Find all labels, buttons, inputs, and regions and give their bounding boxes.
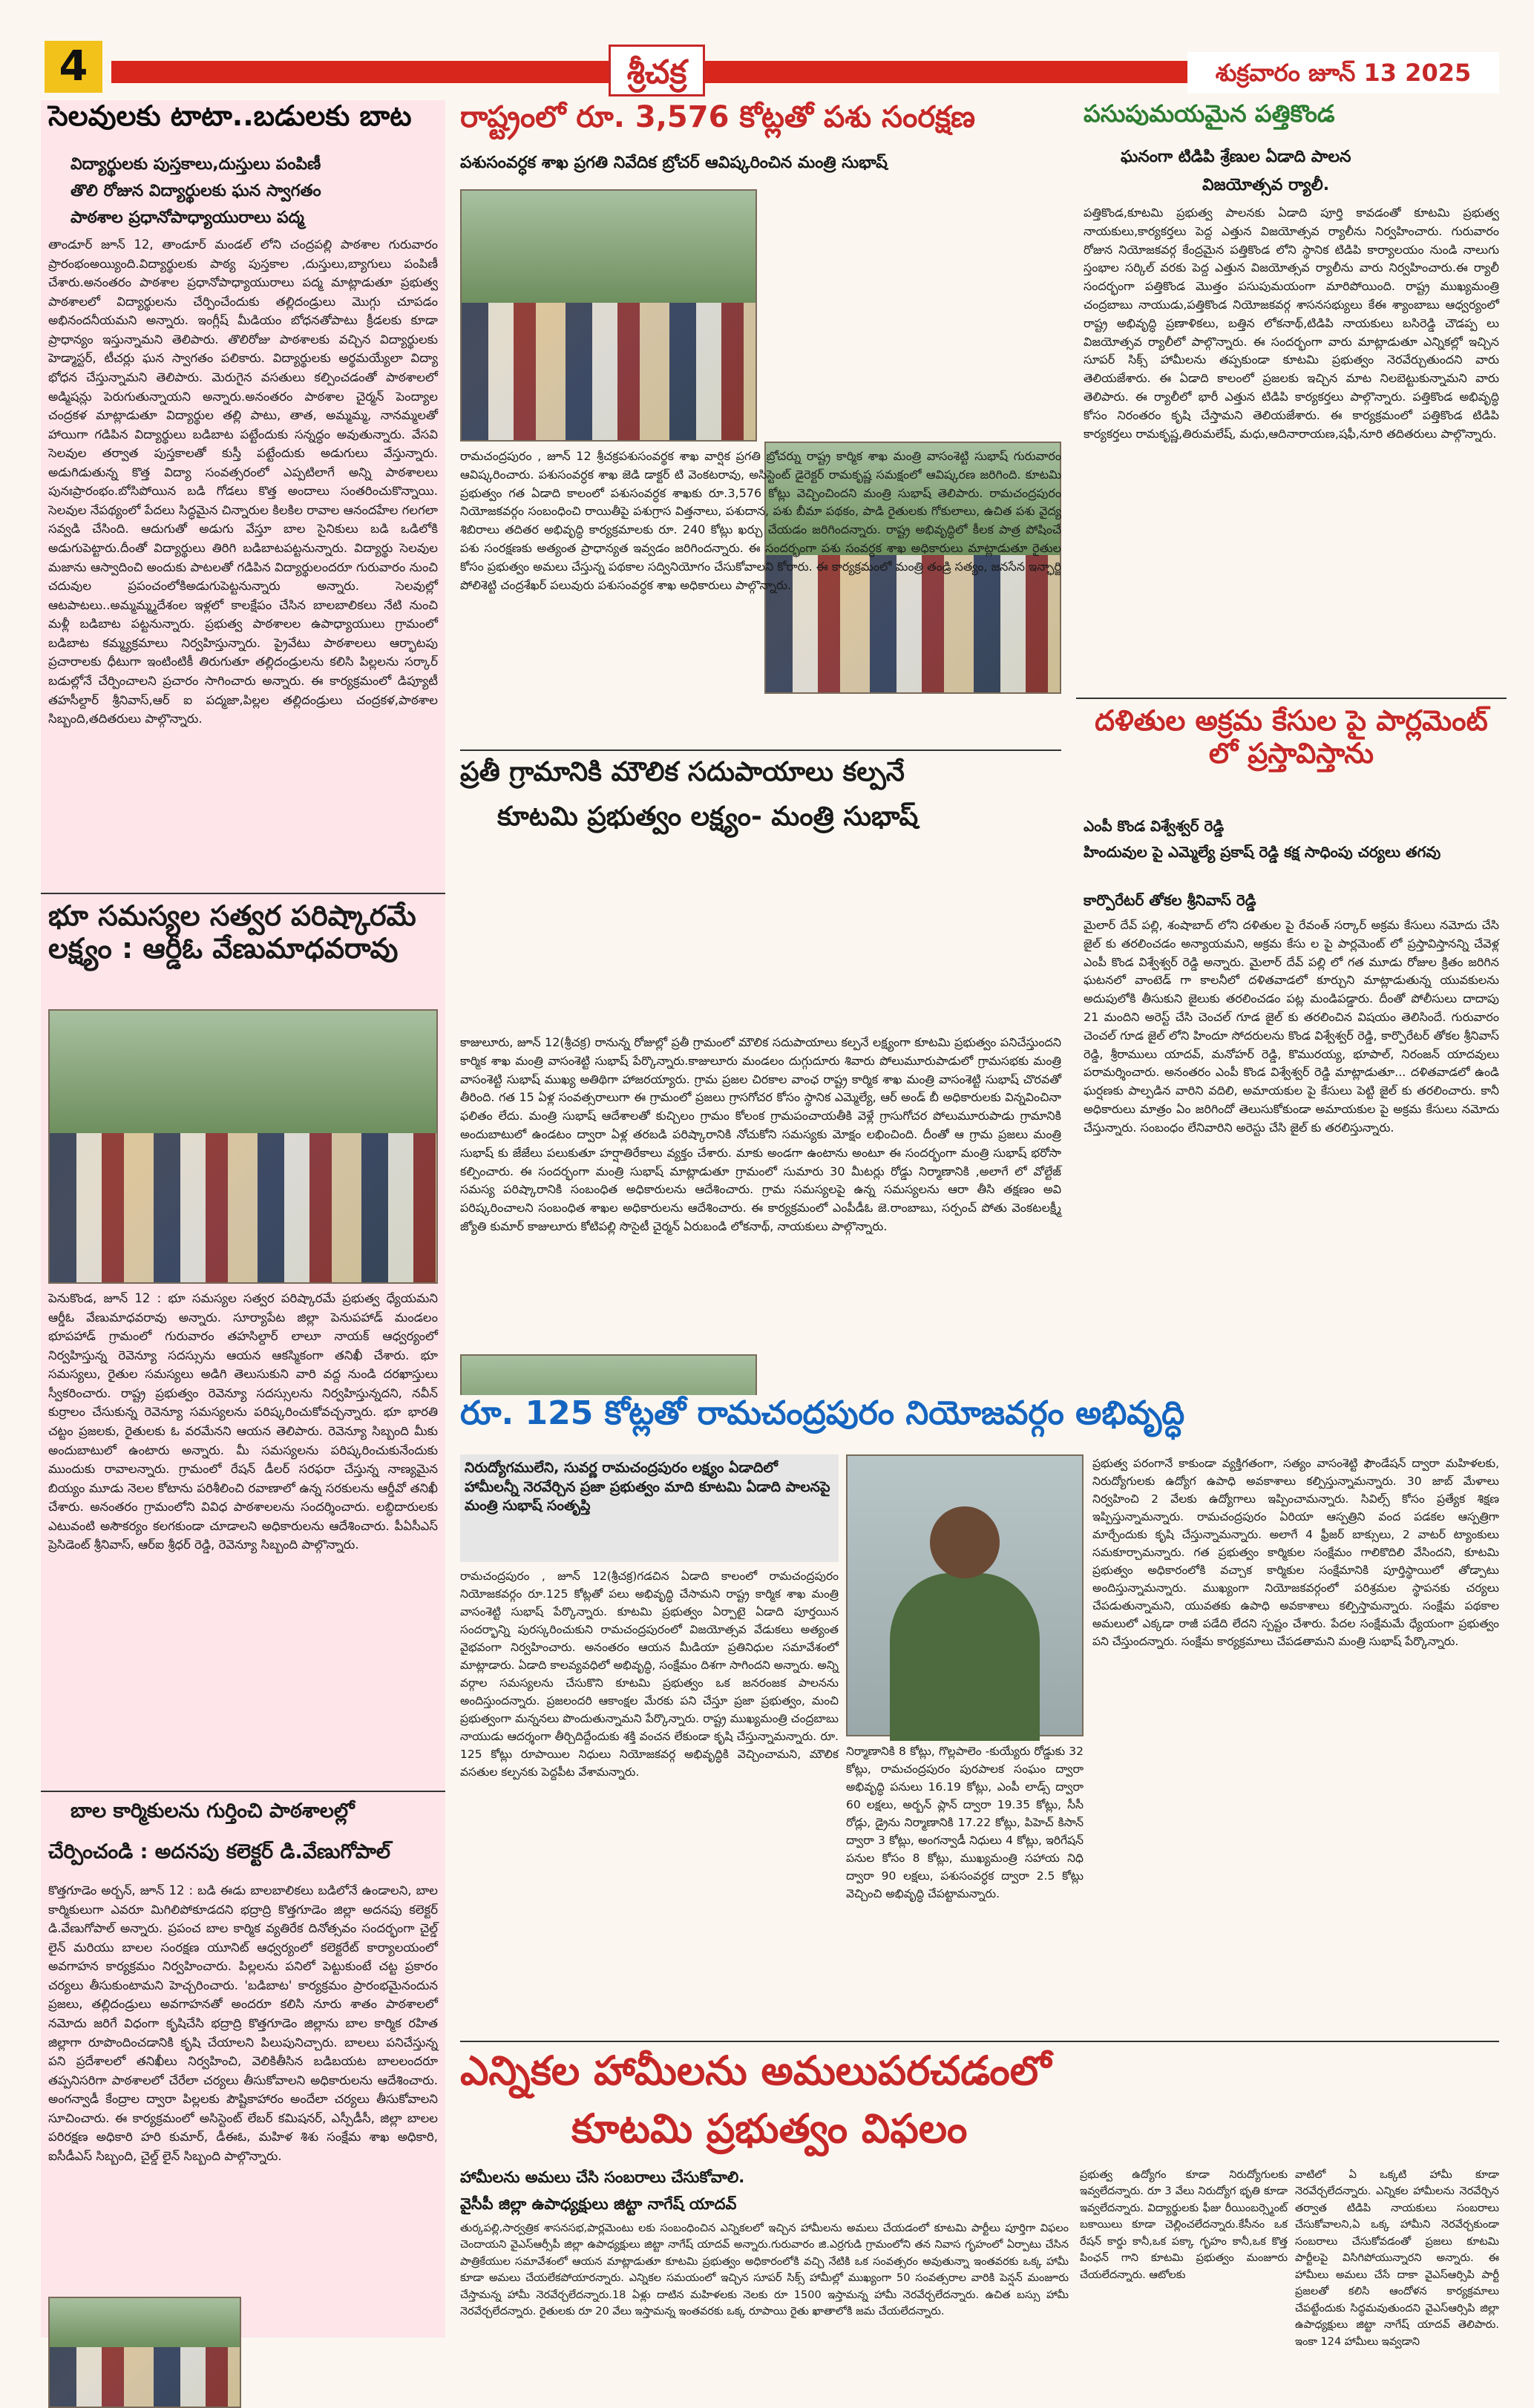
article-title: రూ. 125 కోట్లతో రామచంద్రపురం నియోజవర్గం అభివృద్ధి [460, 1394, 1185, 1432]
brochure-launch-photo-1 [460, 189, 757, 442]
article-body: తాండూర్ జూన్ 12, తాండూర్ మండల్ లోని చంద్రపల్లి పాఠశాల గురువారం ప్రారంభంఅయ్యింది.విద్యార్థులకు పాఠ్య పుస్తకాల ,దుస్తులు,బ్యాగులు పంపిణీ చేశారు.అనంతరం పాఠశాల ప్రధానోపాధ్యాయురాలు పద్మ మాట్లాడుతూ ప్రభుత్వ పాఠశాలలో విద్యార్థులను చేర్పించేందుకు తల్లిదండ్రులు మొగ్గు చూపడం అభినందనీయమని అన్నారు. ఇంగ్లీష్ మీడియం బోధనతోపాటు క్రీడలకు కూడా ప్రాధాన్యం ఇస్తున్నామని తెలిపారు. తొలిరోజు పాఠశాలకు వచ్చిన విద్యార్థులకు హెడ్మాస్టర్, టీచర్లు ఘన స్వాగతం పలికారు. విద్యార్థులకు అర్థమయ్యేలా విద్యా భోధన చేస్తున్నామని తెలిపారు. మెరుగైన వసతులు కల్పించడంతో పాఠశాలలో అడ్మిషన్లు పెరుగుతున్నాయని అన్నారు.అనంతరం పాఠశాల చైర్మన్ పెంద్యాల చంద్రకళ మాట్లాడుతూ విద్యార్థుల తల్లి పాటు, తాత, అమ్మమ్మ, నానమ్మలతో హాయిగా గడిపిన విద్యార్థులు బడిబాట పట్టేందుకు సన్నద్ధం అవుతున్నారు. వేసవి సెలవుల తర్వాత పుస్తకాలతో కుస్తీ పట్టేందుకు అడుగులు వేస్తున్నారు. అడుగిడుతున్న కొత్త విద్యా సంవత్సరంలో ఎప్పటిలాగే అన్ని పాఠశాలలు పునఃప్రారంభం.బోసిపోయిన బడి గోడలు కొత్త అందాలు సంతరించుకొన్నాయి. సెలవుల నేపథ్యంలో పేదలు సిద్ధమైన చిన్నారుల కిలకిల రావాల ఆనందహేల గలగలా సవ్వడి చేసింది. ఆదుగుతో అడుగు వేస్తూ బాల సైనికులు బడి ఒడిలోకి అడుగుపెట్టారు.దీంతో విద్యార్థులు తిరిగి బడిబాటపట్టనున్నారు. విద్యార్థు సెలవుల మజాను ఆస్వాదించి అందుకు పాటలతో గడిపిన విద్యార్థులందరూ గురువారం నుంచి చదువుల ప్రపంచంలోకిఅడుగుపెట్టనున్నారు అన్నారు. సెలవుల్లో ఆటపాటలు..అమ్మమ్మ్మదేశంల ఇళ్లలో కాలక్షేపం చేసిన బాలబాలికలు నేటి నుంచి మళ్లీ బడిబాట పట్టనున్నారు. ప్రభుత్వ పాఠశాలల ఉపాధ్యాయులు గ్రామంలో బడిబాట కమ్మ్యక్రమాలు నిర్వహిస్తున్నారు. ప్రైవేటు పాఠశాలలు ఆర్భాటపు ప్రచారాలకు ధీటుగా ఇంటింటికీ తిరుగుతూ తల్లిదండ్రులను కలిసి పిల్లలను సర్కార్ బడుల్లోనే చేర్పించాలని ప్రచారం సాగించారు అన్నారు. ఈ కార్యక్రమంలో డిప్యూటీ తహసీల్దార్ శ్రీనివాస్,ఆర్ ఐ పద్మజా,పిల్లల తల్లిదండ్రులు చంద్రకళ,పాఠశాల సిబ్బంది,తదితరులు పాల్గొన్నారు. [48, 237, 438, 726]
article-body: ప్రభుత్వ ఉద్యోగం కూడా నిరుద్యోగులకు ఇవ్వలేదన్నారు. రూ 3 వేలు నిరుద్యోగ భృతి కూడా ఇవ్వలేదన్నారు. విద్యార్థులకు ఫీజు రీయింబర్స్మెంట్ బకాయిలు కూడా చెల్లించలేదన్నారు.కేసీనం ఒక రేషన్ కార్డు కానీ,ఒక పక్కా గృహం కానీ,ఒక కొత్త పింఛన్ గాని కూటమి ప్రభుత్వం మంజూరు చేయలేదన్నారు. ఆటోలకు [1080, 2169, 1288, 2281]
article-subheading: పాఠశాల ప్రధానోపాధ్యాయురాలు పద్మ [71, 209, 304, 227]
article-title: చేర్పించండి : అదనపు కలెక్టర్ డి.వేణుగోపాల్ [48, 1840, 390, 1863]
article-title: కూటమి ప్రభుత్వం లక్ష్యం- మంత్రి సుభాష్ [497, 801, 919, 832]
article-subheading: ఎంపీ కొండ విశ్వేశ్వర్ రెడ్డి [1084, 817, 1225, 835]
article-highlight-box: నిరుద్యోగములేని, సువర్ణ రామచంద్రపురం లక్ష్యం ఏడాదిలో హామీలన్నీ నెరవేర్చిన ప్రజా ప్రభుత్వం మాది కూటమి ఏడాది పాలనపై మంత్రి సుభాష్ సంతృప్తి [460, 1454, 839, 1562]
article-subheading: వైసీపీ జిల్లా ఉపాధ్యక్షులు జిట్టా నాగేష్ యాదవ్ [460, 2195, 737, 2213]
article-subheading: హామీలను అమలు చేసి సంబరాలు చేసుకోవాలి. [460, 2168, 745, 2186]
divider [460, 2041, 1499, 2042]
article-body: తుర్కపల్లి,సార్వత్రిక శాసనసభ,పార్లమెంటు లకు సంబంధించిన ఎన్నికలలో ఇచ్చిన హామీలను అమలు చేయడంలో కూటమి పార్టీలు పూర్తిగా విఫలం చెందాయని వైఎస్ఆర్సీపీ జిల్లా ఉపాధ్యక్షులు జిట్టా నాగేష్ యాదవ్ అన్నారు.గురువారం జి.ఎర్రగుడి గ్రామంలోని తన నివాస గృహంలో ఏర్పాటు చేసిన పాత్రికేయుల సమావేశంలో ఆయన మాట్లాడుతూ కూటమి ప్రభుత్వం అధికారంలోకి వచ్చి నేటికి ఒక సంవత్సరం అవుతున్నా ఇంతవరకు ఒక్క హామీ కూడా అమలు చేయలేకపోయారన్నారు. ఎన్నికల సమయంలో ఇచ్చిన సూపర్ సిక్స్ హామీల్లో ముఖ్యంగా 50 సంవత్సరాల వారికి పెన్షన్ మంజూరు చేస్తామన్న హామీ నెరవేర్చలేదన్నారు.18 ఏళ్లు దాటిన మహిళలకు నెలకు రూ 1500 ఇస్తామన్న హామీ నెరవేర్చలేదన్నారు. ఉచిత బస్సు హామీ నెరవేర్చలేదన్నారు. రైతులకు రూ 20 వేలు ఇస్తామన్న ఇంతవరకు ఒక్క రూపాయి రైతు ఖాతాలోకి జమ చేయలేదన్నారు. [460, 2222, 1069, 2318]
article-title: భూ సమస్యల సత్వర పరిష్కారమే లక్ష్యం : ఆర్డీఓ వేణుమాధవరావు [48, 899, 416, 965]
dateline: శుక్రవారం జూన్ 13 2025 [1187, 52, 1499, 94]
revenue-meeting-photo [48, 1009, 438, 1284]
article-subheading: తొలి రోజున విద్యార్థులకు ఘన స్వాగతం [71, 182, 321, 200]
article-body: పత్తికొండ,కూటమి ప్రభుత్వ పాలనకు ఏడాది పూర్తి కావడంతో కూటమి ప్రభుత్వ నాయకులు,కార్యకర్తలు పెద్ద ఎత్తున విజయోత్సవ ర్యాలీను నిర్వహించారు. గురువారం రోజున నియోజకవర్గ కేంద్రమైన పత్తికొండ లోని స్థానిక టిడిపి కార్యాలయం నుండి నాలుగు స్తంభాల సర్కిల్ వరకు పెద్ద ఎత్తున విజయోత్సవ ర్యాలీను వారు నిర్వహించారు.ఈ ర్యాలీ సందర్భంగా పత్తికొండ మొత్తం పసుపుమయంగా మారిపోయింది. రాష్ట్ర ముఖ్యమంత్రి చంద్రబాబు నాయుడు,పత్తికొండ నియోజకవర్గ శాసనసభ్యులు కేఈ శ్యాంబాబు ఆధ్వర్యంలో రాష్ట్ర అభివృద్ధి ప్రణాళికలు, బత్తిన లోకనాథ్,టిడిపి నాయకులు బసిరెడ్డి చౌడప్ప లు విజయోత్సవ ర్యాలీలో పాల్గొన్నారు. ఈ సందర్భంగా వారు మాట్లాడుతూ ఎన్నికల్లో ఇచ్చిన సూపర్ సిక్స్ హామీలను తప్పకుండా కూటమి ప్రభుత్వం నెరవేర్చుతుందని వారు తెలియజేశారు. ఈ ఏడాది కాలంలో ప్రజలకు ఇచ్చిన మాట నిలబెట్టుకున్నామని వారు తెలిపారు. ఈ ర్యాలీలో భారీ ఎత్తున టిడిపి కార్యకర్తలు పాల్గొన్నారు. పత్తికొండ అభివృద్ధి కోసం నిరంతరం కృషి చేస్తామని తెలియజేశారు. ఈ కార్యక్రమంలో పత్తికొండ టిడిపి కార్యకర్తలు రామకృష్ణ,తిరుమలేష్, మధు,ఆదినారాయణ,షఫీ,నూరి తదితరులు పాల్గొన్నారు. [1084, 206, 1499, 441]
child-labour-awareness-photo [48, 2297, 241, 2408]
article-body: పెనుకొండ, జూన్ 12 : భూ సమస్యల సత్వర పరిష్కారమే ప్రభుత్వ ధ్యేయమని ఆర్డీఓ వేణుమాధవరావు అన్నారు. సూర్యాపేట జిల్లా పెనుపహాడ్ మండలం భూపహాడ్ గ్రామంలో గురువారం తహసిల్దార్ లాలూ నాయక్ ఆధ్వర్యంలో నిర్వహిస్తున్న రెవెన్యూ సదస్సును ఆయన ఆకస్మికంగా తనిఖీ చేశారు. భూ సమస్యలు, రైతుల సమస్యలు అడిగి తెలుసుకుని వారి వద్ద నుండి దరఖాస్తులు స్వీకరించారు. రాష్ట్ర ప్రభుత్వం రెవెన్యూ సదస్సులను నిర్వహిస్తున్నదని, నవీన్ కుర్రాలం చేసుకున్న రెవెన్యూ సమస్యలను పరిష్కరించుకోవచ్చన్నారు. భూ భారతి చట్టం ప్రజలకు, రైతులకు ఓ వరమేనని ఆయన తెలిపారు. రెవెన్యూ సిబ్బంది మీకు అందుబాటులో ఉంటారు అన్నారు. మీ సమస్యలను పరిష్కరించుకునేందుకు ముందుకు రావాలన్నారు. గ్రామంలో రేషన్ డీలర్ సరఫరా చేస్తున్న నాణ్యమైన బియ్యం మూడు నెలల కోటాను పరిశీలించి రవాణాలో ఉన్న సరకులను ఆర్డీవో తనిఖీ చేశారు. అనంతరం గ్రామంలోని వివిధ పాఠశాలలను సందర్శించారు. లబ్ధిదారులకు ఎటువంటి అసౌకర్యం కలగకుండా చూడాలని అధికారులను ఆదేశించారు. పీఏసీఎస్ ప్రెసిడెంట్ శ్రీనివాస్, ఆర్ఐ శ్రీధర్ రెడ్డి, రెవెన్యూ సిబ్బంది పాల్గొన్నారు. [48, 1291, 438, 1552]
article-subheading: విజయోత్సవ ర్యాలీ. [1202, 176, 1330, 194]
article-title: బాల కార్మికులను గుర్తించి పాఠశాలల్లో [71, 1800, 355, 1823]
article-title: రాష్ట్రంలో రూ. 3,576 కోట్లతో పశు సంరక్షణ [460, 100, 976, 134]
article-body: మైలార్ దేవ్ పల్లి, శంషాబాద్ లోని దళితుల పై రేవంత్ సర్కార్ అక్రమ కేసులు నమోదు చేసి జైల్ కు తరలించడం అన్యాయమని, అక్రమ కేసు ల పై పార్లమెంట్ లో ప్రస్తావిస్తానన్ని చేవెళ్ల ఎంపీ కొండ విశ్వేశ్వర్ రెడ్డి అన్నారు. మైలార్ దేవ్ పల్లి లో గత మూడు రోజుల క్రితం జరిగిన ఘటనలో వాంటెడ్ గా కాలనీలో దళితవాడలో కూర్చుని మాట్లాడుతున్న యువకులను అదుపులోకి తీసుకుని జైలుకు తరలించడం పట్ల మండిపడ్డారు. దీంతో పోలీసులు దాదాపు 21 మందిని అరెస్ట్ చేసి చెంచల్ గూడ జైల్ కు తరలించిన విషయం తెలిసిందే. గురువారం చెంచల్ గూడ జైల్ లోని హిందూ సోదరులను కొండ విశ్వేశ్వర్ రెడ్డి, కార్పొరేటర్ తోకల శ్రీనివాస్ రెడ్డి, శ్రీరాములు యాదవ్, మనోహర్ రెడ్డి, కొమురయ్య, భూపాల్, నిరంజన్ యాదవులు పరామర్శించారు. అనంతరం ఎంపీ కొండ విశ్వేశ్వర్ రెడ్డి మాట్లాడుతూ... దళితవాడలో ఉండి ఘర్షణకు పాల్పడిన వారిని వదిలి, అమాయకుల పై కేసులు పెట్టి జైల్ కు తరలించారు. కానీ అధికారులు మాత్రం ఏం జరిగిందో తెలుసుకోకుండా అమాయకుల పై అక్రమ కేసులు నమోదు చేస్తున్నారు. సంబంధం లేనివారిని అరెస్టు చేసి జైల్ కు తరలిస్తున్నారు. [1084, 918, 1499, 1135]
article-subheading: విద్యార్థులకు పుస్తకాలు,దుస్తులు పంపిణీ [71, 155, 321, 174]
article-body: కొత్తగూడెం అర్బన్, జూన్ 12 : బడి ఈడు బాలబాలికలు బడిలోనే ఉండాలని, బాల కార్మికులుగా ఎవరూ మిగిలిపోకూడదని భద్రాద్రి కొత్తగూడెం జిల్లా అదనపు కలెక్టర్ డి.వేణుగోపాల్ అన్నారు. ప్రపంచ బాల కార్మిక వ్యతిరేక దినోత్సవం సందర్భంగా చైల్డ్ లైన్ మరియు బాలల సంరక్షణ యూనిట్ ఆధ్వర్యంలో కలెక్టరేట్ కార్యాలయంలో అవగాహన కార్యక్రమం నిర్వహించారు. పిల్లలను పనిలో పెట్టుకుంటే చట్ట ప్రకారం చర్యలు తీసుకుంటామని హెచ్చరించారు. 'బడిబాట' కార్యక్రమం ప్రారంభమైనందున ప్రజలు, తల్లిదండ్రులు అవగాహనతో అందరూ కలిసి నూరు శాతం పాఠశాలలో నమోదు జరిగే విధంగా కృషిచేసి భద్రాద్రి కొత్తగూడెం జిల్లాను బాల కార్మిక రహిత జిల్లాగా రూపొందించడానికి కృషి చేయాలని పిలుపునిచ్చారు. బాలలు పనిచేస్తున్న పని ప్రదేశాలలో తనిఖీలు నిర్వహించి, వెలికితీసిన బడిబయట బాలలందరూ తప్పనిసరిగా పాఠశాలలో చేరేలా చర్యలు తీసుకోవాలని అధికారులను ఆదేశించారు. అంగన్వాడీ కేంద్రాల ద్వారా పిల్లలకు పౌష్టికాహారం అందేలా చర్యలు తీసుకోవాలని సూచించారు. ఈ కార్యక్రమంలో అసిస్టెంట్ లేబర్ కమిషనర్, ఎస్పీడీసీ, జిల్లా బాలల పరిరక్షణ అధికారి హరి కుమార్, డీఈఓ, మహిళ శిశు సంక్షేమ శాఖ అధికారి, ఐసీడీఎస్ సిబ్బంది, చైల్డ్ లైన్ సిబ్బంది పాల్గొన్నారు. [48, 1883, 438, 2163]
newspaper-logo: శ్రీచక్ర [609, 45, 705, 96]
bottom-section [453, 1394, 1507, 2348]
article-title: పసుపుమయమైన పత్తికొండ [1084, 99, 1335, 128]
divider [1076, 698, 1507, 699]
divider [460, 749, 1061, 751]
article-subheading: పశుసంవర్ధక శాఖ ప్రగతి నివేదిక బ్రోచర్ ఆవిష్కరించిన మంత్రి సుభాష్ [460, 154, 888, 172]
article-subheading: హిందువుల పై ఎమ్మెల్యే ప్రకాష్ రెడ్డి కక్ష సాధింపు చర్యలు తగవు [1084, 843, 1441, 861]
minister-portrait [846, 1454, 1084, 1736]
article-body: ప్రభుత్వ పరంగానే కాకుండా వ్యక్తిగతంగా, సత్యం వాసంశెట్టి ఫౌండేషన్ ద్వారా మహిళలకు, నిరుద్యోగులకు ఉద్యోగ ఉపాధి అవకాశాలు కల్పిస్తున్నామన్నారు. 30 జాబ్ మేళాలు నిర్వహించి 2 వేలకు ఉద్యోగాలు ఇప్పించామన్నారు. సివిల్స్ కోసం ప్రత్యేక శిక్షణ ఇప్పిస్తున్నామన్నారు. రామచంద్రపురం ఏరియా ఆస్పత్రిని వంద పడకల ఆస్పత్రిగా మార్చేందుకు కృషి చేస్తున్నామన్నారు. అలాగే 4 ఫ్రీజర్ బాక్సులు, 2 వాటర్ ట్యాంకులు సమకూర్చామన్నారు. గత ప్రభుత్వం కార్మికుల సంక్షేమం గాలికొదిలి వేసిందని, కూటమి ప్రభుత్వం అధికారంలోకి వచ్చాక కార్మికుల సంక్షేమానికి పూర్తిస్థాయిలో తోడ్పాటు అందిస్తున్నామన్నారు. ముఖ్యంగా నియోజకవర్గంలో పరిశ్రమల స్థాపనకు చర్యలు చేపడుతున్నామని, యువతకు ఉపాధి అవకాశాలు కల్పిస్తామన్నారు. సంక్షేమ పథకాల అమలులో ఎక్కడా రాజీ పడేది లేదని స్పష్టం చేశారు. పేదల సంక్షేమమే ధ్యేయంగా ప్రభుత్వం పని చేస్తుందన్నారు. సంక్షేమ కార్యక్రమాలు చేపడతామని మంత్రి సుభాష్ పేర్కొన్నారు. [1092, 1457, 1499, 1649]
article-body: వాటిలో ఏ ఒక్కటి హామీ కూడా నెరవేర్చలేదన్నారు. ఎన్నికల హామీలను నెరవేర్చిన తర్వాత టిడిపి నాయకులు సంబరాలు చేసుకోవాలని,ఏ ఒక్క హామీని నెరవేర్చకుండా సంబరాలు చేసుకోవడంతో ప్రజలు కూటమి పార్టీలపై విసిగిపోయున్నారని అన్నారు. ఈ హామీలు అమలు చేసే దాకా వైఎస్ఆర్సిపి పార్టీ ప్రజలతో కలిసి ఆందోళన కార్యక్రమాలు చేపట్టేందుకు సిద్ధమవుతుందని వైఎస్ఆర్సిపి జిల్లా ఉపాధ్యక్షులు జిట్టా నాగేష్ యాదవ్ తెలిపారు. ఇంకా 124 హామీలు ఇవ్వడాని [1295, 2169, 1499, 2348]
divider [41, 1791, 445, 1792]
article-body: రామచంద్రపురం , జూన్ 12 శ్రీచక్రపశుసంవర్థక శాఖ వార్షిక ప్రగతి బ్రోచర్ను రాష్ట్ర కార్మిక శాఖ మంత్రి వాసంశెట్టి సుభాష్ గురువారం ఆవిష్కరించారు. పశుసంవర్ధక శాఖ జెడి డాక్టర్ టి వెంకటరావు, అసిస్టెంట్ డైరెక్టర్ రామకృష్ణ సమక్షంలో ఆవిష్కరణ జరిగింది. కూటమి ప్రభుత్వం గత ఏడాది కాలంలో పశుసంవర్ధక శాఖకు రూ.3,576 కోట్లు వెచ్చించిందని మంత్రి సుభాష్ తెలిపారు. రామచంద్రపురం నియోజకవర్గం సంబంధించి రాయితీపై పశుగ్రాస విత్తనాలు, పశుదాన, పశు బీమా పథకం, పాడి రైతులకు గోకులాలు, ఉచిత పశు వైద్య శిబిరాలు తదితర అభివృద్ధి కార్యక్రమాలకు రూ. 240 కోట్లు ఖర్చు చేయడం జరిగిందన్నారు. రాష్ట్ర అభివృద్ధిలో కీలక పాత్ర పోషించే పశు సంరక్షణకు అత్యంత ప్రాధాన్యత ఇవ్వడం జరిగిందన్నారు. ఈ సందర్భంగా పశు సంవర్ధక శాఖ అధికారులు మాట్లాడుతూ రైతుల కోసం ప్రభుత్వం అమలు చేస్తున్న పథకాల సద్వినియోగం చేసుకోవాలని కోరారు. ఈ కార్యక్రమంలో మంత్రి తండ్రి సత్యం, జనసేన ఇన్ఛార్జి పోలిశెట్టి చంద్రశేఖర్ పలువురు పశుసంవర్ధక శాఖ అధికారులు పాల్గొన్నారు. [460, 449, 1061, 592]
article-subheading: కార్పొరేటర్ తోకల శ్రీనివాస్ రెడ్డి [1084, 891, 1256, 909]
article-title: ఎన్నికల హామీలను అమలుపరచడంలో [460, 2047, 1052, 2094]
left-column [41, 100, 445, 2338]
article-body: కాజులూరు, జూన్ 12(శ్రీచక్ర) రానున్న రోజుల్లో ప్రతీ గ్రామంలో మౌలిక సదుపాయాలు కల్పనే లక్ష్యంగా కూటమి ప్రభుత్వం పనిచేస్తుందని కార్మిక శాఖ మంత్రి వాసంశెట్టి సుభాష్ పేర్కొన్నారు.కాజులూరు మండలం దుగ్గుదూరు శివారు పోలుమూరుపాడులో గ్రామసభకు మంత్రి వాసంశెట్టి సుభాష్ ముఖ్య అతిథిగా హాజరయ్యారు. గ్రామ ప్రజల చిరకాల వాంఛ రాష్ట్ర కార్మిక శాఖ మంత్రి వాసంశెట్టి సుభాష్ చొరవతో తీరింది. గత 15 ఏళ్ల సంవత్సరాలుగా ఈ గ్రామంలో ప్రజలు గ్రాసగోచర కోసం స్థానిక ఎమ్మెల్యే, ఆర్ అండ్ బీ అధికారులకు విన్నవించినా ఫలితం లేదు. మంత్రి సుభాష్ ఆదేశాలతో కుచ్చిలం గ్రామం కోలంక గ్రామపంచాయతీకి వెళ్లే గ్రాసుగోచర పోలుమూరుపాడు గ్రామానికి అందుబాటులో ఉండటం ద్వారా ఏళ్ల తరబడి పరిష్కారానికి నోచుకోని సమస్యకు మోక్షం లభించింది. దీంతో ఆ గ్రామ ప్రజలు మంత్రి సుభాష్ కు జేజేలు పలుకుతూ హర్షాతిరేకాలు వ్యక్తం చేశారు. మాకు అండగా ఉంటాను అంటూ ఈ సందర్భంగా మంత్రి సుభాష్ భరోసా కల్పించారు. ఈ సందర్భంగా మంత్రి సుభాష్ మాట్లాడుతూ గ్రామంలో సుమారు 30 మీటర్లు రోడ్డు నిర్మాణానికి ,అలాగే లో వోల్టేజ్ సమస్య పరిష్కారానికి సంబంధిత అధికారులను ఆదేశించారు. గ్రామ సమస్యలపై ఉన్న సమస్యలను ఆరా తీసి తక్షణం అవి పరిష్కరించాలని సంబంధిత శాఖల అధికారులను ఆదేశించారు. ఈ కార్యక్రమంలో ఎంపీడీఓ జె.రాంబాబు, సర్పంచ్ పోతు వెంకటలక్ష్మీ జ్యోతి కుమార్ కాజులూరు కోటిపల్లి సొసైటీ చైర్మన్ ఏరుబండి లోకనాథ్, నాయకులు పాల్గొన్నారు. [460, 1035, 1061, 1233]
article-subheading: ఘనంగా టిడిపి శ్రేణుల ఏడాది పాలన [1121, 148, 1351, 166]
divider [41, 893, 445, 894]
article-title: దళితుల అక్రమ కేసుల పై పార్లమెంట్ లో ప్రస్తావిస్తాను [1095, 704, 1488, 770]
article-body: నిర్మాణానికి 8 కోట్లు, గొల్లపాలెం -కుయ్యేరు రోడ్డుకు 32 కోట్లు, రామచంద్రపురం పురపాలక సంఘం ద్వారా అభివృద్ధి పనులు 16.19 కోట్లు, ఎంపీ లాడ్స్ ద్వారా 60 లక్షలు, అర్బన్ ప్లాన్ ద్వారా 19.35 కోట్లు, సీసీ రోడ్లు, డ్రైను నిర్మాణానికి 17.22 కోట్లు, పిహెచ్ కిసాన్ ద్వారా 3 కోట్లు, అంగన్వాడీ నిధులు 4 కోట్లు, ఇరిగేషన్ పనుల కోసం 8 కోట్లు, ముఖ్యమంత్రి సహాయ నిధి ద్వారా 90 లక్షలు, పశుసంవర్ధక ద్వారా 2.5 కోట్లు వెచ్చించి అభివృద్ధి చేపట్టామన్నారు. [846, 1745, 1084, 1901]
article-body: రామచంద్రపురం , జూన్ 12(శ్రీచక్ర)గడచిన ఏడాది కాలంలో రామచంద్రపురం నియోజకవర్గం రూ.125 కోట్లతో పలు అభివృద్ధి చేసామని రాష్ట్ర కార్మిక శాఖ మంత్రి వాసంశెట్టి సుభాష్ పేర్కొన్నారు. కూటమి ప్రభుత్వం ఏర్పాటై ఏడాది పూర్తయిన సందర్భాన్ని పురస్కరించుకుని రామచంద్రపురంలో విజయోత్సవ వేడుకలు అత్యంత వైభవంగా నిర్వహించారు. అనంతరం ఆయన మీడియా ప్రతినిధుల సమావేశంలో మాట్లాడారు. ఏడాది కాలవ్యవధిలో అభివృద్ధి, సంక్షేమం దిశగా సాగిందని అన్నారు. అన్ని వర్గాల సమస్యలను చేసుకొని కూటమి ప్రభుత్వం ఒక జనరంజక పాలనను అందిస్తుందన్నారు. ప్రజలందరి ఆకాంక్షల మేరకు పని చేస్తూ ప్రజా ప్రభుత్వం, మంచి ప్రభుత్వంగా మన్ననలు పొందుతున్నామని పేర్కొన్నారు. రాష్ట్ర ముఖ్యమంత్రి చంద్రబాబు నాయుడు ఆదర్శంగా తీర్చిదిద్దేందుకు శక్తి వంచన లేకుండా కృషి చేస్తున్నామన్నారు. రూ. 125 కోట్లు రూపాయిల నిధులు నియోజకవర్గ అభివృద్ధికి వెచ్చించామని, మౌలిక వసతుల కల్పనకు పెద్దపీట వేశామన్నారు. [460, 1569, 839, 1779]
article-title: కూటమి ప్రభుత్వం విఫలం [571, 2105, 968, 2152]
article-title: సెలవులకు టాటా..బడులకు బాట [48, 99, 412, 132]
right-column [1076, 100, 1507, 1391]
middle-column [453, 100, 1069, 1391]
page-number: 4 [45, 41, 102, 93]
article-title: ప్రతీ గ్రామానికి మౌలిక సదుపాయాలు కల్పనే [460, 757, 905, 787]
